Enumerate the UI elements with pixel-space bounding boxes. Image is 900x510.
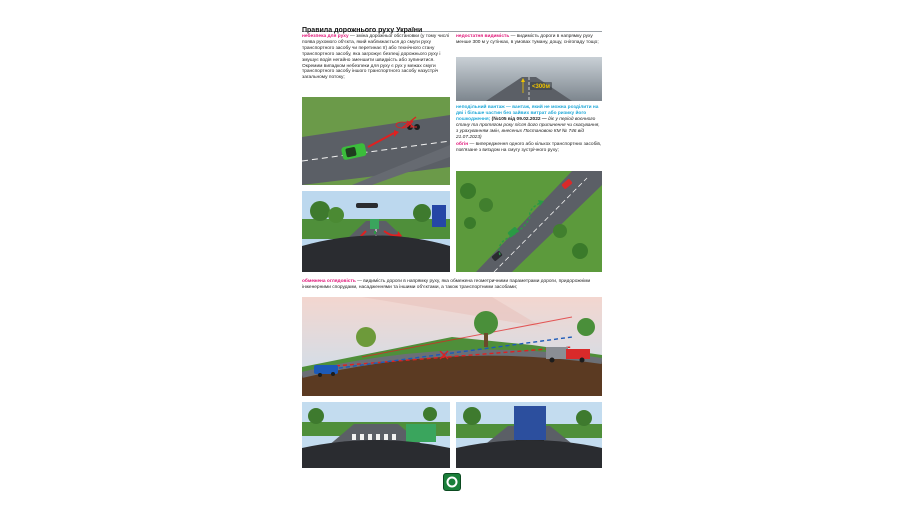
page-header	[302, 19, 602, 32]
definition-visibility	[456, 34, 602, 46]
fog-distance-label: <300м	[532, 84, 550, 90]
text-visibility: — видимість дороги в напрямку руху менше 300 м у сутінках, в умовах туману, дощу, снігопаду тощо;	[456, 34, 599, 45]
right-column-top	[456, 34, 602, 48]
definition-cargo	[456, 105, 602, 140]
document-page	[296, 13, 608, 497]
illustration-fog	[456, 57, 602, 101]
term-overtake: обгін	[456, 142, 469, 148]
term-cargo: неподільний вантаж — вантаж, який не можна розділити на дві і більше частин без зайвих витрат або ризику його пошкодження;	[456, 105, 599, 122]
term-visibility: недостатня видимість	[456, 34, 510, 39]
right-column-middle	[456, 105, 602, 156]
cargo-reference: (№105 від 09.02.2022 —	[490, 116, 547, 122]
illustration-overtake	[456, 171, 602, 272]
text-danger: — зміна дорожньої обстановки (у тому числі поява рухомого об'єкта, який наближається до смуги руху транспортного засобу чи перетинає її) або технічного стану транспортного засобу, яка загрожує безпеці дорожнього руху і змушує водія негайно зменшити швидкість або зупинитися. Окремим випадком небезпеки для руху є рух у межах смуги транспортного засобу іншого транспортного засобу назустріч загальному потоку;	[302, 34, 450, 81]
illustration-hill	[302, 297, 602, 396]
illustration-danger-driver-view	[302, 191, 450, 272]
definition-overtake	[456, 142, 602, 154]
text-limited-view: — видимість дороги в напрямку руху, яка обмежена геометричними параметрами дороги, придорожніми інженерними спорудами, насадженнями та іншими об'єктами, а також транспортними засобами;	[302, 279, 591, 290]
definition-danger	[302, 34, 450, 81]
publisher-logo	[443, 473, 461, 491]
illustration-truck	[456, 402, 602, 468]
definition-limited-view	[302, 279, 602, 291]
page-title: Правила дорожнього руху України	[302, 27, 423, 34]
text-overtake: — випередження одного або кількох транспортних засобів, пов'язане з виїздом на смугу зустрічного руху;	[456, 142, 602, 154]
left-column	[302, 34, 450, 83]
cargo-note: діє у період воєнного стану та протягом року після його припинення чи скасування, з урахуванням змін, внесених Постановою КМ № 746 від 21.07.2023)	[456, 116, 600, 140]
illustration-danger-topdown	[302, 97, 450, 185]
term-danger: небезпека для руху	[302, 34, 349, 39]
illustration-crosswalk	[302, 402, 450, 468]
term-limited-view: обмежена оглядовість	[302, 279, 356, 284]
bottom-text	[302, 279, 602, 293]
